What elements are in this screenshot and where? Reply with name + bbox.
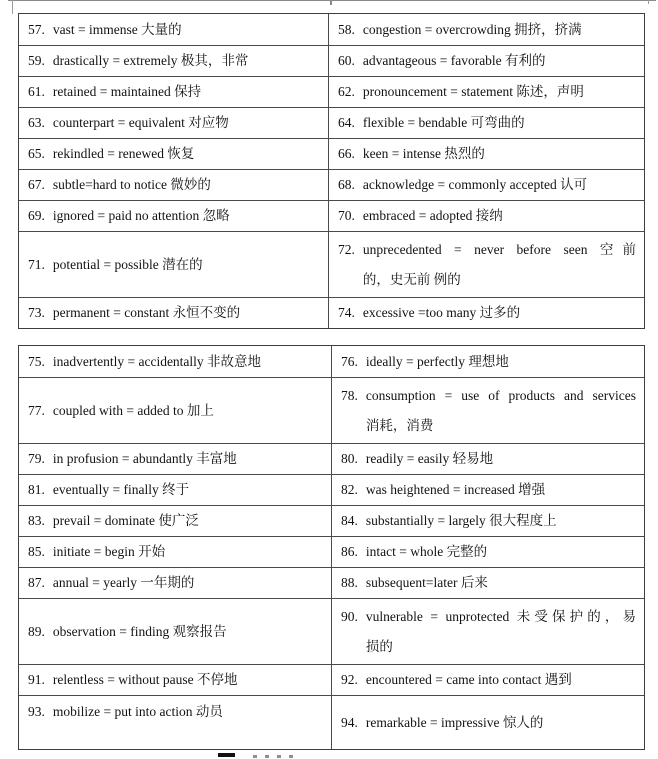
vocab-row: [19, 45, 644, 76]
cropped-caption-fragment: [0, 748, 658, 759]
vocab-cell: [19, 475, 331, 505]
entry-text: potential = possible 潜在的: [52, 256, 203, 272]
vocab-row: [19, 200, 644, 231]
entry-text: was heightened = increased 增强: [365, 482, 546, 497]
vocab-table-entries-57-74: [18, 13, 645, 329]
vocab-row: [19, 231, 644, 297]
vocab-cell: [19, 506, 331, 536]
entry-number: 85.: [28, 544, 45, 559]
caption-glyph-fragment: [289, 755, 293, 758]
vocab-row: [19, 664, 644, 695]
entry-text: remarkable = impressive 惊人的: [365, 714, 544, 730]
caption-glyph-fragment: [277, 755, 281, 758]
entry-number: 74.: [338, 305, 355, 320]
cropped-left-border-tick: [12, 0, 13, 14]
entry-number: 92.: [341, 672, 358, 687]
vocab-row: [19, 107, 644, 138]
caption-glyph-fragment: [253, 755, 257, 758]
entry-text: rekindled = renewed 恢复: [52, 146, 195, 161]
vocab-cell: [331, 665, 644, 695]
entry-text: intact = whole 完整的: [365, 544, 488, 559]
entry-number: 60.: [338, 53, 355, 68]
entry-text: subsequent=later 后来: [365, 575, 488, 590]
entry-number: 86.: [341, 544, 358, 559]
vocab-cell: [328, 298, 644, 328]
entry-number: 72.: [338, 242, 355, 257]
entry-number: 76.: [341, 353, 358, 369]
vocab-cell: [331, 696, 644, 749]
entry-text: prevail = dominate 使广泛: [52, 513, 199, 528]
cropped-column-divider-tick: [330, 0, 332, 5]
entry-number: 59.: [28, 53, 45, 68]
entry-text: drastically = extremely 极其，非常: [52, 53, 249, 68]
entry-text: subtle=hard to notice 微妙的: [52, 177, 211, 192]
vocab-row: [19, 474, 644, 505]
vocab-cell: [19, 378, 331, 443]
vocab-row: [19, 297, 644, 328]
entry-text: pronouncement = statement 陈述，声明: [362, 84, 584, 99]
vocab-cell: [328, 77, 644, 107]
entry-text: observation = finding 观察报告: [52, 623, 227, 639]
vocab-row: [19, 346, 644, 377]
vocab-cell: [19, 537, 331, 567]
vocab-cell: [331, 506, 644, 536]
entry-number: 66.: [338, 146, 355, 161]
entry-number: 58.: [338, 21, 355, 37]
entry-text: keen = intense 热烈的: [362, 146, 485, 161]
vocab-cell: [19, 108, 328, 138]
vocab-cell: [328, 232, 644, 297]
entry-number: 57.: [28, 21, 45, 37]
entry-text: permanent = constant 永恒不变的: [52, 305, 241, 320]
entry-text: congestion = overcrowding 拥挤，挤满: [362, 21, 582, 37]
entry-number: 65.: [28, 146, 45, 161]
vocab-cell: [328, 139, 644, 169]
vocab-cell: [331, 346, 644, 377]
entry-text-line1: vulnerable = unprotected 未受保护的，易: [365, 609, 636, 624]
vocab-row: [19, 14, 644, 45]
entry-text: [363, 235, 636, 295]
entry-number: 71.: [28, 256, 45, 272]
vocab-cell: [331, 599, 644, 664]
vocab-row: [19, 505, 644, 536]
entry-text: readily = easily 轻易地: [365, 451, 494, 466]
entry-text-line2: 损的: [365, 639, 393, 654]
entry-number: 81.: [28, 482, 45, 497]
entry-number: 78.: [341, 388, 358, 403]
vocab-row: [19, 169, 644, 200]
vocab-cell: [328, 14, 644, 45]
vocab-row: [19, 695, 644, 749]
vocab-cell: [331, 444, 644, 474]
entry-number: 75.: [28, 353, 45, 369]
vocab-cell: [331, 475, 644, 505]
vocab-cell: [19, 444, 331, 474]
entry-number: 93.: [28, 704, 45, 719]
vocab-cell: [19, 46, 328, 76]
vocab-cell: [19, 568, 331, 598]
vocab-cell: [19, 298, 328, 328]
entry-text: in profusion = abundantly 丰富地: [52, 451, 237, 466]
entry-number: 68.: [338, 177, 355, 192]
entry-text: vast = immense 大量的: [52, 21, 182, 37]
vocab-cell: [331, 378, 644, 443]
entry-number: 69.: [28, 208, 45, 223]
vocab-cell: [328, 46, 644, 76]
entry-text: coupled with = added to 加上: [52, 402, 214, 418]
vocab-cell: [328, 170, 644, 200]
cropped-right-border-tick: [648, 0, 649, 4]
entry-number: 88.: [341, 575, 358, 590]
entry-number: 82.: [341, 482, 358, 497]
vocab-cell: [19, 346, 331, 377]
entry-text-line1: unprecedented = never before seen 空前: [362, 242, 636, 257]
entry-number: 77.: [28, 402, 45, 418]
entry-text: ignored = paid no attention 忽略: [52, 208, 230, 223]
entry-number: 87.: [28, 575, 45, 590]
entry-text: initiate = begin 开始: [52, 544, 166, 559]
entry-text: ideally = perfectly 理想地: [365, 353, 509, 369]
vocab-cell: [328, 201, 644, 231]
entry-number: 94.: [341, 714, 358, 730]
entry-text: [366, 381, 636, 441]
entry-number: 84.: [341, 513, 358, 528]
entry-number: 90.: [341, 609, 358, 624]
vocab-row: [19, 377, 644, 443]
vocab-row: [19, 443, 644, 474]
entry-number: 62.: [338, 84, 355, 99]
entry-text: excessive =too many 过多的: [362, 305, 521, 320]
vocab-row: [19, 76, 644, 107]
vocab-cell: [19, 139, 328, 169]
vocab-cell: [19, 201, 328, 231]
caption-glyph-fragment: [265, 755, 269, 758]
entry-number: 83.: [28, 513, 45, 528]
vocab-cell: [328, 108, 644, 138]
vocab-cell: [19, 696, 331, 749]
vocab-table-entries-75-94: [18, 345, 645, 750]
entry-number: 70.: [338, 208, 355, 223]
vocab-cell: [331, 568, 644, 598]
entry-text: inadvertently = accidentally 非故意地: [52, 353, 262, 369]
cropped-border-line: [8, 0, 656, 1]
vocab-row: [19, 536, 644, 567]
entry-text-line1: consumption = use of products and services: [365, 388, 636, 403]
entry-text: acknowledge = commonly accepted 认可: [362, 177, 588, 192]
entry-text: counterpart = equivalent 对应物: [52, 115, 229, 130]
vocab-cell: [19, 170, 328, 200]
caption-glyph-fragment: [218, 753, 235, 757]
entry-text: embraced = adopted 接纳: [362, 208, 503, 223]
entry-number: 79.: [28, 451, 45, 466]
vocab-cell: [19, 77, 328, 107]
entry-number: 61.: [28, 84, 45, 99]
vocab-cell: [331, 537, 644, 567]
entry-text: relentless = without pause 不停地: [52, 672, 238, 687]
entry-text: eventually = finally 终于: [52, 482, 190, 497]
vocab-row: [19, 598, 644, 664]
entry-text: retained = maintained 保持: [52, 84, 202, 99]
entry-number: 80.: [341, 451, 358, 466]
vocab-cell: [19, 665, 331, 695]
entry-number: 73.: [28, 305, 45, 320]
entry-text: substantially = largely 很大程度上: [365, 513, 557, 528]
entry-number: 91.: [28, 672, 45, 687]
entry-text-line2: 的，史无前 例的: [362, 272, 461, 287]
entry-text: mobilize = put into action 动员: [52, 704, 223, 719]
vocab-cell: [19, 232, 328, 297]
entry-text-line2: 消耗，消费: [365, 418, 434, 433]
entry-text: advantageous = favorable 有利的: [362, 53, 546, 68]
vocab-row: [19, 567, 644, 598]
entry-number: 67.: [28, 177, 45, 192]
entry-number: 64.: [338, 115, 355, 130]
vocab-cell: [19, 14, 328, 45]
entry-number: 89.: [28, 623, 45, 639]
entry-text: annual = yearly 一年期的: [52, 575, 195, 590]
entry-text: [366, 602, 636, 662]
entry-text: flexible = bendable 可弯曲的: [362, 115, 525, 130]
entry-text: encountered = came into contact 遇到: [365, 672, 572, 687]
vocab-cell: [19, 599, 331, 664]
vocab-row: [19, 138, 644, 169]
entry-number: 63.: [28, 115, 45, 130]
